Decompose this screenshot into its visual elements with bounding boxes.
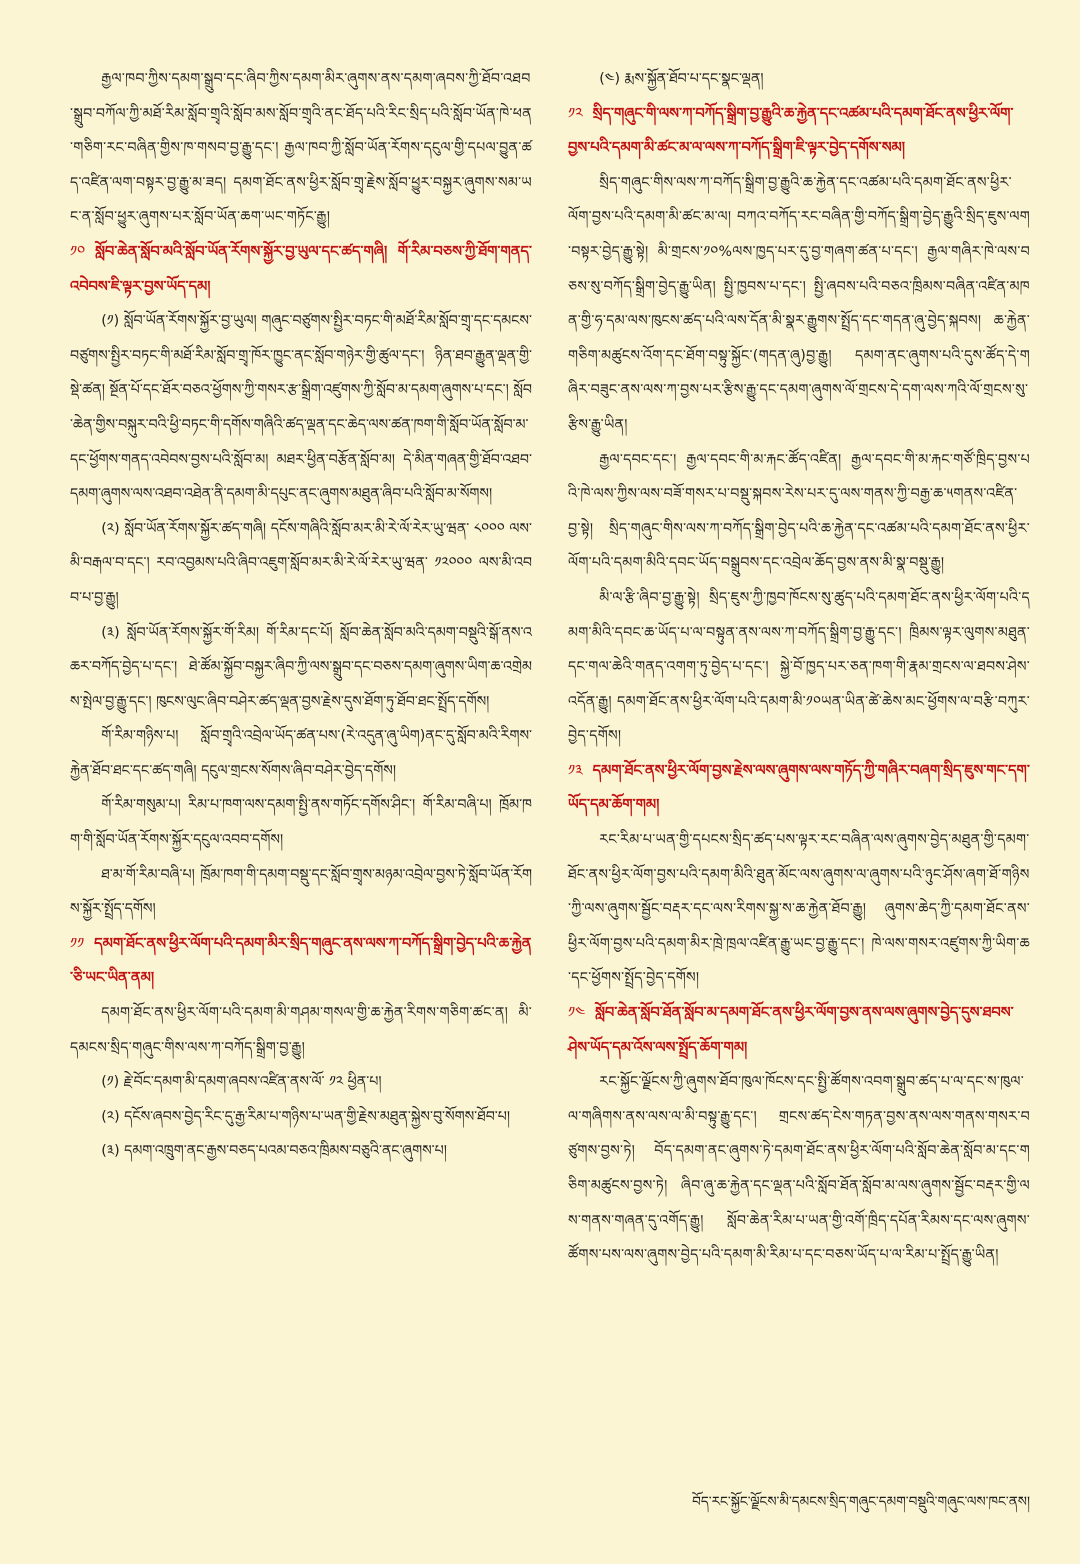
section-11-item-1: (༡) རྗེ་བོང་དམག་མི་དམག་ཞབས་འཛིན་ནས་ལོ་ ༡༢ ཕྱིན་པ། xyxy=(101,1074,382,1091)
section-10-number: ༡༠ xyxy=(70,242,86,260)
section-13-heading xyxy=(568,754,1030,823)
section-10-title: སློབ་ཆེན་སློབ་མའི་སློབ་ཡོན་རོགས་སྐྱོར་བྱ་ཡུལ་དང་ཚད་གཞི། གོ་རིམ་བཅས་ཀྱི་ཐོག་གནད་འབེབས་ཇི་ལྟར་བྱས་ཡོད་དམ། xyxy=(70,242,532,295)
section-12-heading xyxy=(568,97,1030,166)
section-12-paragraph-1: སྲིད་གཞུང་གིས་ལས་ཀ་བཀོད་སྒྲིག་བྱ་རྒྱུའི་ཆ་རྐྱེན་དང་འཚམ་པའི་དམག་ཐོང་ནས་ཕྱིར་ལོག་བྱས་པའི་དམག་མི་ཚང་མ་ལ། བཀའ་བཀོད་རང་བཞིན་གྱི་བཀོད་སྒྲིག་བྱེད་རྒྱུའི་སྲིད་ཇུས་ལག་བསྟར་བྱེད་རྒྱུ་སྟེ། མི་གྲངས་༡༠%ལས་ཁྱད་པར་དུ་བྱ་གཞག་ཚན་པ་དང་། རྒྱལ་གཞིར་ཁེ་ལས་བཅས་སུ་བཀོད་སྒྲིག་བྱེད་རྒྱུ་ཡིན། སྤྱི་ཁྱབས་པ་དང་། སྤྱི་ཞབས་པའི་བཅའ་ཁྲིམས་བཞིན་འཛིན་མཁན་གྱི་ཧ་དམ་ལས་ཁུངས་ཚད་པའི་ལས་དོན་མི་སྣར་རྒྱུགས་སྤྲོད་དང་གདན་ཞུ་བྱེད་སྐབས། ཆ་རྐྱེན་གཅིག་མཚུངས་འོག་དང་ཐོག་བསྟུ་སྐྱོང་(གདན་ཞུ)བྱ་རྒྱུ། དམག་ནང་ཞུགས་པའི་དུས་ཚོད་དེ་གཞིར་བཟུང་ནས་ལས་ཀ་བྱས་པར་རྩིས་རྒྱུ་དང་དམག་ཞུགས་ལོ་གྲངས་དེ་དག་ལས་ཀའི་ལོ་གྲངས་སུ་རྩིས་རྒྱུ་ཡིན། xyxy=(568,174,1030,433)
section-12-number: ༡༢ xyxy=(568,104,583,122)
section-11-number: ༡༡ xyxy=(70,934,85,952)
section-14-number: ༡༤ xyxy=(568,1004,586,1022)
section-11-title: དམག་ཐོང་ནས་ཕྱིར་ལོག་པའི་དམག་མིར་སྲིད་གཞུང་ནས་ལས་ཀ་བཀོད་སྒྲིག་བྱེད་པའི་ཆ་རྐྱེན་ཅི་ཡང་ཡིན་ནམ། xyxy=(70,934,532,987)
section-13-number: ༡༣ xyxy=(568,761,583,779)
section-10-item-5: གོ་རིམ་གསུམ་པ། རིམ་པ་ཁག་ལས་དམག་སྤྱི་ནས་གཏོང་དགོས་ཤིང་། གོ་རིམ་བཞི་པ། ཁྲོམ་ཁག་གི་སློབ་ཡོན་རོགས་སྐྱོར་དངུལ་འབབ་དགོས། xyxy=(70,797,532,849)
two-column-layout xyxy=(70,62,1030,1532)
section-12-paragraph-2: རྒྱལ་དབང་དང་། རྒྱལ་དབང་གི་མ་རྐང་ཚོད་འཛིན། རྒྱལ་དབང་གི་མ་རྐང་གཙོ་ཁྲིད་བྱས་པའི་ཁེ་ལས་ཀྱིས་ལས་བཟོ་གསར་པ་བསྡུ་སྐབས་རེས་པར་དུ་ལས་གནས་ཀྱི་བརྒྱ་ཆ་༥གནས་འཛིན་བྱ་སྟེ། སྲིད་གཞུང་གིས་ལས་ཀ་བཀོད་སྒྲིག་བྱེད་པའི་ཆ་རྐྱེན་དང་འཚམ་པའི་དམག་ཐོང་ནས་ཕྱིར་ལོག་པའི་དམག་མིའི་དབང་ཡོད་བསྒྲུབས་དང་འབྲེལ་ཆོད་བྱས་ནས་མི་སྣ་བསྡུ་རྒྱུ། xyxy=(568,451,1030,572)
intro-paragraph: རྒྱལ་ཁབ་ཀྱིས་དམག་སྒྲུབ་དང་ཞིབ་ཀྱིས་དམག་མིར་ཞུགས་ནས་དམག་ཞབས་ཀྱི་ཐོབ་འཐབ་སྒྲུབ་བཀོལ་ཀྱི་མཐོ་རིམ་སློབ་གྲྭའི་སློབ་མས་སློབ་གྲྭའི་ནང་ཐོད་པའི་རིང་སྲིད་པའི་སློབ་ཡོན་ཁེ་ཕན་གཅིག་རང་བཞིན་གྱིས་ཁ་གསབ་བྱ་རྒྱུ་དང་། རྒྱལ་ཁབ་ཀྱི་སློབ་ཡོན་རོགས་དངུལ་གྱི་དཔལ་བྱུན་ཚད་འཛིན་ལག་བསྟར་བྱ་རྒྱུ་མ་ཟད། དམག་ཐོང་ནས་ཕྱིར་སློབ་གྲྭ་རྗེས་སློབ་ཕྱུར་བསྐྱར་ཞུགས་སམ་ཡང་ན་སློབ་ཕྱུར་ཞུགས་པར་སློབ་ཡོན་ཆག་ཡང་གཏོང་རྒྱུ། xyxy=(70,71,532,226)
section-10-heading xyxy=(70,235,532,304)
section-14-paragraph: རང་སྐྱོང་ལྗོངས་ཀྱི་ཞུགས་ཐོབ་ཁུལ་ཁོངས་དང་སྤྱི་ཚོགས་འབག་སྒྲུབ་ཚད་པ་ལ་དང་ས་ཁུལ་ལ་གཞིགས་ནས་ལས་ལ་མི་བསྟུ་རྒྱུ་དང་། གྲངས་ཚད་ངེས་གཏན་བྱས་ནས་ལས་གནས་གསར་བཙུགས་བྱས་ཏེ། བོད་དམག་ནང་ཞུགས་ཏེ་དམག་ཐོང་ནས་ཕྱིར་ལོག་པའི་སློབ་ཆེན་སློབ་མ་དང་གཅིག་མཚུངས་བྱས་ཏེ། ཞིབ་ཞུ་ཆ་རྐྱེན་དང་ལྡན་པའི་སློབ་ཐོན་སློབ་མ་ལས་ཞུགས་སྦྱོང་བརྡར་གྱི་ལས་གནས་གཞན་དུ་འགོད་རྒྱུ། སློབ་ཆེན་རིམ་པ་ཡན་གྱི་འགོ་ཁྲིད་དཔོན་རིམས་དང་ལས་ཞུགས་ཚོགས་པས་ལས་ཞུགས་བྱེད་པའི་དམག་མི་རིམ་པ་དང་བཅས་ཡོད་པ་ལ་རིམ་པ་སྤྲོད་རྒྱུ་ཡིན། xyxy=(568,1074,1030,1264)
section-12-title: སྲིད་གཞུང་གི་ལས་ཀ་བཀོད་སྒྲིག་བྱ་རྒྱུའི་ཆ་རྐྱེན་དང་འཚམ་པའི་དམག་ཐོང་ནས་ཕྱིར་ལོག་བྱས་པའི་དམག་མི་ཚང་མ་ལ་ལས་ཀ་བཀོད་སྒྲིག་ཇི་ལྟར་བྱེད་དགོས་སམ། xyxy=(568,104,1014,157)
section-13-title: དམག་ཐོང་ནས་ཕྱིར་ལོག་བྱས་རྗེས་ལས་ཞུགས་ལས་གཏོད་ཀྱི་གཞིར་བཞག་སྲིད་ཇུས་གང་དག་ཡོད་དམ་ཆོག་གམ། xyxy=(568,761,1030,814)
section-10-item-2: (༢) སློབ་ཡོན་རོགས་སྐྱོར་ཚད་གཞི། དངོས་གཞིའི་སློབ་མར་མི་རེ་ལོ་རེར་ཡུ་ཝན་ ༨༠༠༠ ལས་མི་བརྒལ་བ་དང་། རབ་འབྱམས་པའི་ཞིབ་འཇུག་སློབ་མར་མི་རེ་ལོ་རེར་ཡུ་ཝན་ ༡༢༠༠༠ ལས་མི་འབབ་པ་བྱ་རྒྱུ། xyxy=(70,520,532,606)
section-11-heading xyxy=(70,927,532,996)
section-10-item-1: (༡) སློབ་ཡོན་རོགས་སྐྱོར་བྱ་ཡུལ། གཞུང་བཙུགས་སྤྱིར་བཏང་གི་མཐོ་རིམ་སློབ་གྲྭ་དང་དམངས་བཙུགས་སྤྱིར་བཏང་གི་མཐོ་རིམ་སློབ་གྲྭ་ཁོར་ཁྱུང་ནང་སློབ་གཉེར་གྱི་ཚུལ་དང་། ཉིན་ཐབ་རྒྱུན་ལྡན་གྱི་སྡེ་ཚན། སྔོན་པོ་དང་ཐོར་བཅའ་ཕྱོགས་ཀྱི་གསར་རྩ་སྒྲིག་འཛུགས་ཀྱི་སློབ་མ་དམག་ཞུགས་པ་དང་། སློབ་ཆེན་གྱིས་བསྐུར་བའི་ཕྱི་བཏང་གི་དགོས་གཞིའི་ཚད་ལྡན་དང་ཆེད་ལས་ཚན་ཁག་གི་སློབ་ཡོན་སློབ་མ་དང་ཕྱོགས་གནད་འབེབས་བྱས་པའི་སློབ་མ། མཐར་ཕྱིན་བརྩོན་སློབ་མ། དེ་མིན་གཞན་གྱི་ཐོབ་འཐབ་དམག་ཞུགས་ལས་འཐབ་འཐེན་ནི་དམག་མི་དཔུང་ནང་ཞུགས་མཐུན་ཞིབ་པའི་སློབ་མ་སོགས། xyxy=(70,313,532,503)
section-11-item-3: (༣) དམག་འཁྲུག་ནང་རྒྱས་བཅད་པའམ་བཅའ་ཁྲིམས་བཅུའི་ནང་ཞུགས་པ། xyxy=(101,1143,447,1160)
section-14-title: སློབ་ཆེན་སློབ་ཐོན་སློབ་མ་དམག་ཐོང་ནས་ཕྱིར་ལོག་བྱས་ནས་ལས་ཞུགས་བྱེད་དུས་ཐབས་ཤེས་ཡོད་དམ་འོས་ལས་སྤྲོད་ཆོག་གམ། xyxy=(568,1004,1014,1056)
left-column xyxy=(70,62,532,1532)
section-11-item-4: (༤) རྨས་སྐྱོན་ཐོབ་པ་དང་སྣང་ལྡན། xyxy=(599,71,764,87)
section-10-item-3: (༣) སློབ་ཡོན་རོགས་སྐྱོར་གོ་རིམ། གོ་རིམ་དང་པོ། སློབ་ཆེན་སློབ་མའི་དམག་བསྡུའི་སྒོ་ནས་འཆར་བཀོད་བྱེད་པ་དང་། ཐེ་ཚོམ་སྐྱོབ་བསྐྱར་ཞིབ་ཀྱི་ལས་སྒྲུབ་དང་བཅས་དམག་ཞུགས་ཡིག་ཆ་འགྲེམས་སྤེལ་བྱ་རྒྱུ་དང་། ཁུངས་ལུང་ཞིབ་བཤེར་ཚད་ལྡན་བྱས་རྗེས་དུས་ཐོག་ཏུ་ཐོབ་ཐང་སྤྲོད་དགོས། xyxy=(70,624,532,710)
section-10-item-4: གོ་རིམ་གཉིས་པ། སློབ་གྲྭའི་འབྲེལ་ཡོད་ཚན་པས་(རེ་འདུན་ཞུ་ཡིག)ནང་དུ་སློབ་མའི་རིགས་རྐྱེན་ཐོབ་ཐང་དང་ཚད་གཞི། དངུལ་གྲངས་སོགས་ཞིབ་བཤེར་བྱེད་དགོས། xyxy=(70,728,532,779)
section-12-paragraph-3: མི་ལ་རྩི་ཞིབ་བྱ་རྒྱུ་སྟེ། སྲིད་ཇུས་ཀྱི་ཁྱབ་ཁོངས་སུ་ཚུད་པའི་དམག་ཐོང་ནས་ཕྱིར་ལོག་པའི་དམག་མིའི་དབང་ཆ་ཡོད་པ་ལ་བསྟུན་ནས་ལས་ཀ་བཀོད་སྒྲིག་བྱ་རྒྱུ་དང་། ཁྲིམས་ལྟར་ལུགས་མཐུན་དང་གལ་ཆེའི་གནད་འགག་ཏུ་བྱེད་པ་དང་། སྐྱེ་བོ་ཁྱད་པར་ཅན་ཁག་གི་རྣམ་གྲངས་ལ་ཐབས་ཤེས་འདོན་རྒྱུ། དམག་ཐོང་ནས་ཕྱིར་ལོག་པའི་དམག་མི་༡༠ཡན་ཡིན་ཚེ་ཆེས་མང་ཕྱོགས་ལ་བརྩི་བཀུར་བྱེད་དགོས། xyxy=(568,589,1030,745)
section-11-intro: དམག་ཐོང་ནས་ཕྱིར་ལོག་པའི་དམག་མི་གཤམ་གསལ་གྱི་ཆ་རྐྱེན་རིགས་གཅིག་ཚང་ན། མི་དམངས་སྲིད་གཞུང་གིས་ལས་ཀ་བཀོད་སྒྲིག་བྱ་རྒྱུ། xyxy=(70,1005,532,1056)
source-attribution: བོད་རང་སྐྱོང་ལྗོངས་མི་དམངས་སྲིད་གཞུང་དམག་བསྡུའི་གཞུང་ལས་ཁང་ནས། xyxy=(692,1494,1030,1510)
section-11-item-2: (༢) དངོས་ཞབས་བྱེད་རིང་དུ་རྒྱ་རིམ་པ་གཉིས་པ་ཡན་གྱི་རྗེས་མཐུན་སྐྱེས་བུ་སོགས་ཐོབ་པ། xyxy=(101,1108,511,1125)
section-10-item-6: ཐ་མ་གོ་རིམ་བཞི་པ། ཁྲོམ་ཁག་གི་དམག་བསྡུ་དང་སློབ་གྲྭས་མཉམ་འབྲེལ་བྱས་ཏེ་སློབ་ཡོན་རོགས་སྐྱོར་སྤྲོད་དགོས། xyxy=(70,866,532,918)
right-column xyxy=(568,62,1030,1532)
section-14-heading xyxy=(568,996,1030,1065)
section-13-paragraph: རང་རིམ་པ་ཡན་གྱི་དཔངས་སྲིད་ཚད་པས་ལྟར་རང་བཞིན་ལས་ཞུགས་བྱེད་མཐུན་གྱི་དམག་ཐོང་ནས་ཕྱིར་ལོག་བྱས་པའི་དམག་མིའི་ཐུན་མོང་ལས་ཞུགས་ལ་ཞུགས་པའི་ཉུང་ཤོས་ཞག་ཐོ་གཉིས་ཀྱི་ལས་ཞུགས་སྦྱོང་བརྡར་དང་ལས་རིགས་སྐྱ་ས་ཆ་རྐྱེན་ཐོབ་རྒྱུ། ཞུགས་ཆེད་ཀྱི་དམག་ཐོང་ནས་ཕྱིར་ལོག་བྱས་པའི་དམག་མིར་ཁྲེ་ཁྲལ་འཛིན་རྒྱུ་ཡང་བྱ་རྒྱུ་དང་། ཁེ་ལས་གསར་འཛུགས་ཀྱི་ཡིག་ཆ་དང་ཕྱོགས་སྤྲོད་བྱེད་དགོས། xyxy=(568,832,1030,987)
